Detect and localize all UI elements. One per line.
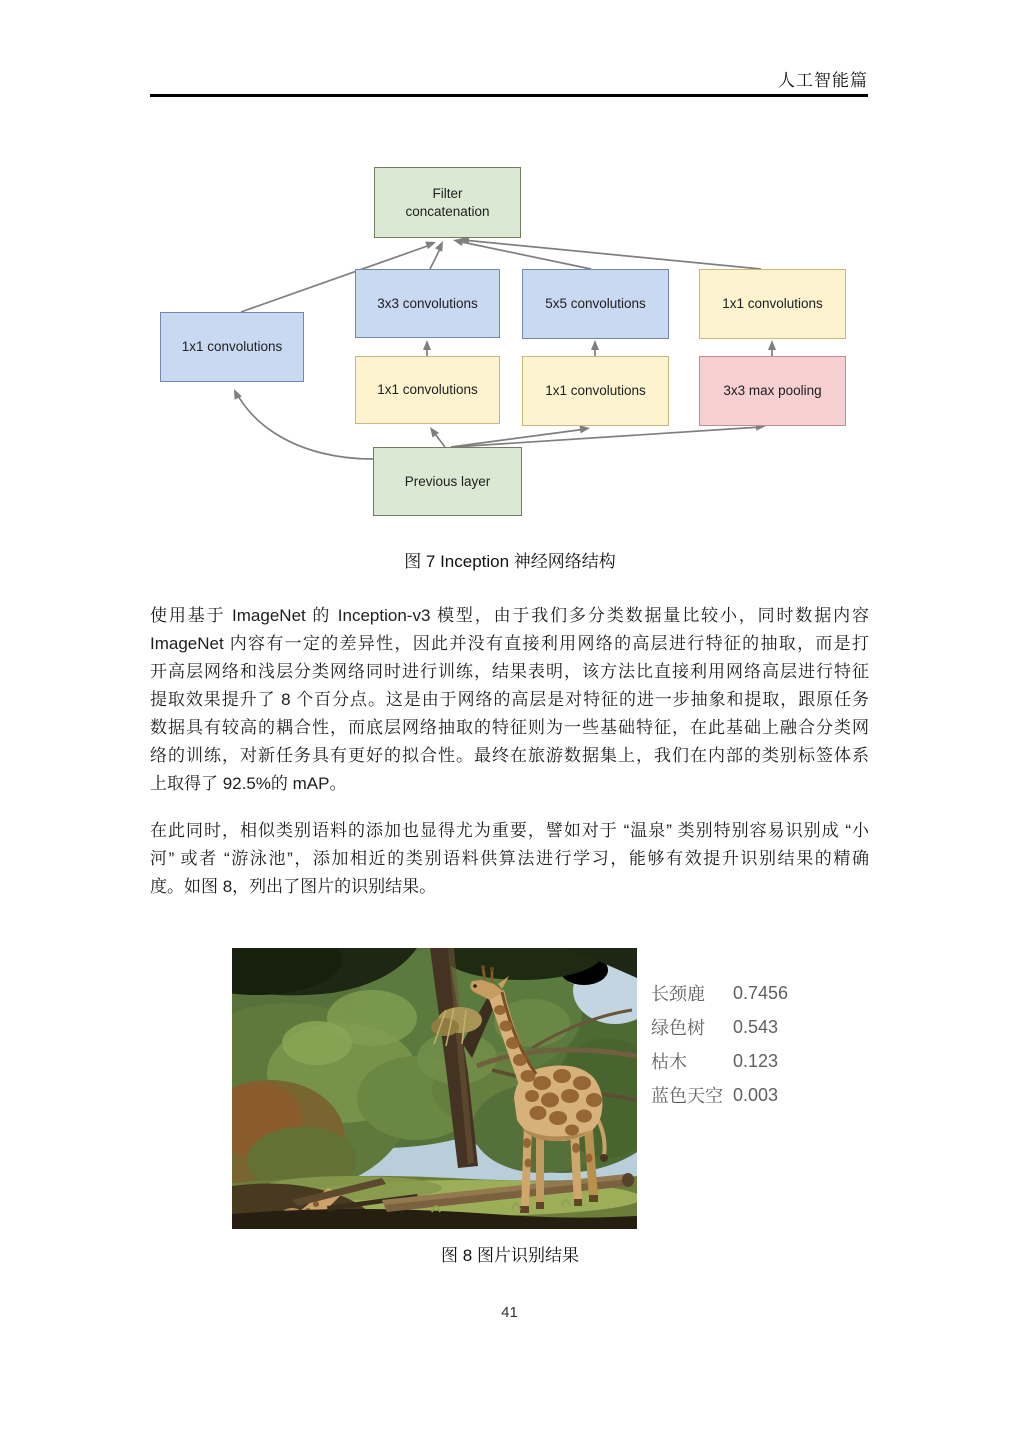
body-line: 上取得了 92.5%的 mAP。 xyxy=(150,774,347,793)
node-label: 1x1 convolutions xyxy=(181,339,283,355)
result-label: 绿色树 xyxy=(651,1018,705,1038)
node-label: 5x5 convolutions xyxy=(545,296,646,312)
node-label: 1x1 convolutions xyxy=(545,383,646,399)
node-1x1-convolutions-left xyxy=(160,312,304,382)
result-label: 枯木 xyxy=(651,1052,687,1072)
body-line: 河” 或者 “游泳池”，添加相近的类别语料供算法进行学习，能够有效提升识别结果的精确 xyxy=(150,849,869,868)
body-line: 在此同时，相似类别语料的添加也显得尤为重要，譬如对于 “温泉” 类别特别容易识别成 “小 xyxy=(150,821,869,840)
body-line: 提取效果提升了 8 个百分点。这是由于网络的高层是对特征的进一步抽象和提取，跟原任务 xyxy=(150,690,869,709)
giraffe-photo-illustration xyxy=(232,948,637,1229)
node-1x1-convolutions-before-5x5 xyxy=(522,356,669,426)
figure7-caption: 图 7 Inception 神经网络结构 xyxy=(404,552,616,571)
body-line: 度。如图 8，列出了图片的识别结果。 xyxy=(150,877,437,896)
body-line: ImageNet 内容有一定的差异性，因此并没有直接利用网络的高层进行特征的抽取，而是打 xyxy=(150,634,869,653)
result-row xyxy=(651,1010,788,1044)
paragraph-1 xyxy=(150,602,869,798)
body-line: 使用基于 ImageNet 的 Inception-v3 模型，由于我们多分类数据量比较小，同时数据内容 xyxy=(150,606,869,625)
figure7-inception-diagram xyxy=(150,150,870,540)
result-label: 长颈鹿 xyxy=(651,984,705,1004)
result-score: 0.123 xyxy=(733,1050,779,1071)
body-line: 络的训练，对新任务具有更好的拟合性。最终在旅游数据集上，我们在内部的类别标签体系 xyxy=(150,746,869,765)
figure8-caption: 图 8 图片识别结果 xyxy=(441,1246,579,1265)
paragraph-2 xyxy=(150,817,869,901)
node-1x1-convolutions-before-3x3 xyxy=(355,356,500,424)
node-3x3-max-pooling xyxy=(699,356,846,426)
node-label: Filter concatenation xyxy=(405,185,490,219)
node-label: 3x3 max pooling xyxy=(723,383,822,399)
node-previous-layer xyxy=(373,447,522,516)
node-3x3-convolutions xyxy=(355,269,500,338)
classification-results xyxy=(651,976,788,1112)
header-rule xyxy=(150,94,868,97)
result-score: 0.7456 xyxy=(733,982,789,1003)
node-label: Previous layer xyxy=(404,473,491,489)
header-section-title: 人工智能篇 xyxy=(778,71,868,90)
result-row xyxy=(651,1044,788,1078)
node-5x5-convolutions xyxy=(522,269,669,339)
page-number: 41 xyxy=(501,1304,518,1321)
body-line: 开高层网络和浅层分类网络同时进行训练，结果表明，该方法比直接利用网络高层进行特征 xyxy=(150,662,869,681)
node-1x1-convolutions-pool-branch xyxy=(699,269,846,339)
result-row xyxy=(651,976,788,1010)
result-label: 蓝色天空 xyxy=(651,1086,723,1106)
node-label: 3x3 convolutions xyxy=(377,295,478,311)
body-line: 数据具有较高的耦合性，而底层网络抽取的特征则为一些基础特征，在此基础上融合分类网 xyxy=(150,718,869,737)
node-filter-concatenation xyxy=(374,167,521,238)
result-row xyxy=(651,1078,788,1112)
node-label: 1x1 convolutions xyxy=(722,296,823,312)
result-score: 0.003 xyxy=(733,1084,779,1105)
result-score: 0.543 xyxy=(733,1016,779,1037)
figure8-giraffe-photo xyxy=(232,948,637,1229)
node-label: 1x1 convolutions xyxy=(377,382,478,398)
